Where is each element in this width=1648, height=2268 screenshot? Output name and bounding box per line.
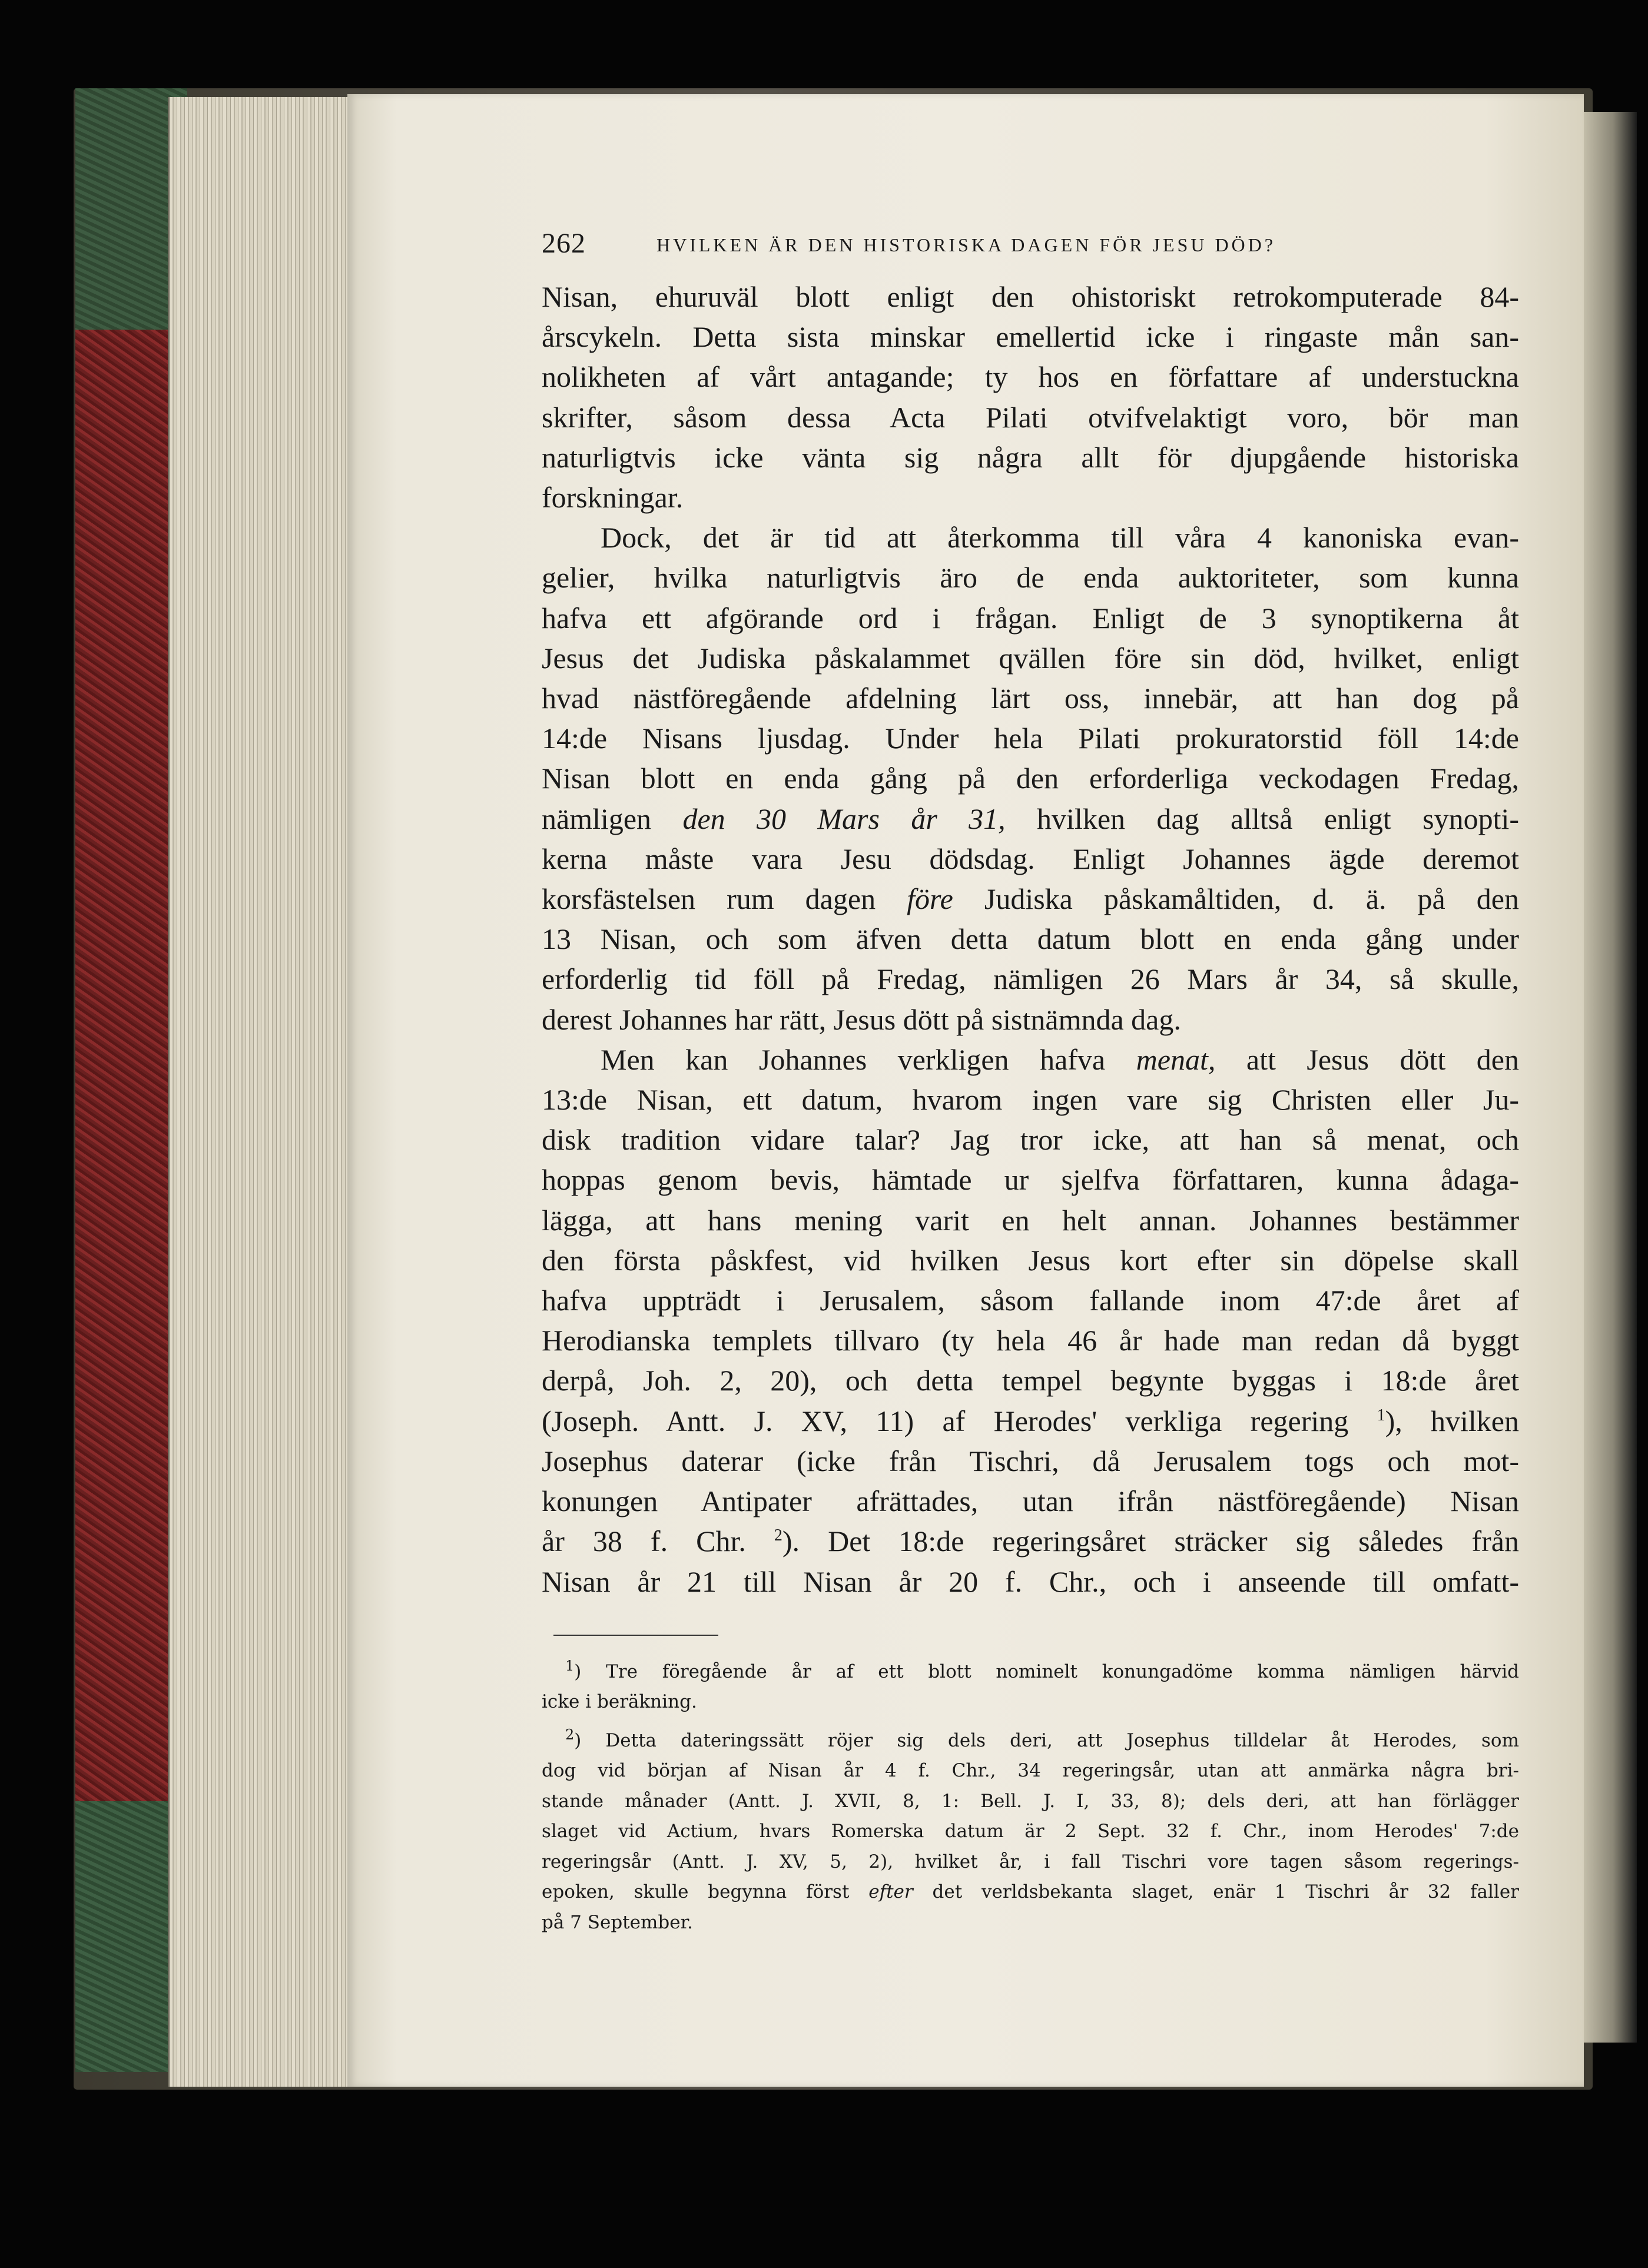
footnote-line (542, 1877, 1519, 1908)
text-line: Nisan, ehuruväl blott enligt den ohistoriskt retrokomputerade 84- (542, 280, 1519, 313)
text-line: Josephus daterar (icke från Tischri, då Jerusalem togs och mot- (542, 1444, 1519, 1477)
footnote-divider (553, 1635, 718, 1636)
text-line: hafva uppträdt i Jerusalem, såsom fallande inom 47:de året af (542, 1284, 1519, 1317)
text-line: Nisan blott en enda gång på den erforderliga veckodagen Fredag, (542, 762, 1519, 795)
text-line: 13 Nisan, och som äfven detta datum blott en enda gång under (542, 922, 1519, 956)
text-run: Judiska påskamåltiden, d. ä. på den (953, 882, 1519, 916)
text-run: epoken, skulle begynna först (542, 1881, 869, 1903)
page-stack-edges (168, 97, 364, 2087)
footnote-line: på 7 September. (542, 1911, 693, 1933)
text-line: Jesus det Judiska påskalammet qvällen före sin död, hvilket, enligt (542, 641, 1519, 675)
footnote-line: regeringsår (Antt. J. XV, 5, 2), hvilket år, i fall Tischri vore tagen såsom regerings- (542, 1851, 1519, 1872)
italic-word: före (907, 882, 953, 916)
footnote-ref[interactable]: 2 (774, 1526, 782, 1545)
text-line: hafva ett afgörande ord i frågan. Enligt de 3 synoptikerna åt (542, 601, 1519, 635)
footnote-line: icke i beräkning. (542, 1691, 697, 1713)
text-line: hvad nästföregående afdelning lärt oss, innebär, att han dog på (542, 682, 1519, 715)
text-line (542, 1401, 1519, 1441)
text-line: 14:de Nisans ljusdag. Under hela Pilati prokuratorstid föll 14:de (542, 722, 1519, 755)
italic-date: den 30 Mars år 31, (682, 802, 1006, 835)
text-line: årscykeln. Detta sista minskar emellertid icke i ringaste mån san- (542, 320, 1519, 354)
text-line: Herodianska templets tillvaro (ty hela 46 år hade man redan då byggt (542, 1324, 1519, 1357)
text-run: (Joseph. Antt. J. XV, 11) af Herodes' verkliga regering (542, 1404, 1377, 1437)
text-line: Nisan år 21 till Nisan år 20 f. Chr., och i anseende till omfatt- (542, 1565, 1519, 1598)
text-line: gelier, hvilka naturligtvis äro de enda auktoriteter, som kunna (542, 561, 1519, 595)
footnote-marker: 2 (565, 1726, 575, 1743)
italic-word: efter (868, 1881, 913, 1903)
text-line: derpå, Joh. 2, 20), och detta tempel begynte byggas i 18:de året (542, 1364, 1519, 1397)
text-run: år 38 f. Chr. (542, 1525, 774, 1558)
text-line: konungen Antipater afrättades, utan ifrån nästföregående) Nisan (542, 1485, 1519, 1518)
text-line: Dock, det är tid att återkomma till våra 4 kanoniska evan- (601, 521, 1519, 554)
text-line (542, 1040, 1519, 1080)
text-line: hoppas genom bevis, hämtade ur sjelfva författaren, kunna ådaga- (542, 1163, 1519, 1197)
facing-page-edge (1578, 112, 1637, 2043)
text-line (542, 879, 1519, 919)
text-run: Men kan Johannes verkligen hafva (601, 1042, 1136, 1076)
text-run: det verldsbekanta slaget, enär 1 Tischri år 32 faller (913, 1881, 1519, 1903)
text-line: kerna måste vara Jesu dödsdag. Enligt Johannes ägde deremot (542, 842, 1519, 875)
text-line: disk tradition vidare talar? Jag tror icke, att han så menat, och (542, 1123, 1519, 1157)
footnote-line (542, 1726, 1519, 1756)
footnote-line: slaget vid Actium, hvars Romerska datum är 2 Sept. 32 f. Chr., inom Herodes' 7:de (542, 1821, 1519, 1842)
text-run: ) Tre föregående år af ett blott nominelt konungadöme komma nämligen härvid (574, 1661, 1519, 1682)
footnote-marker: 1 (565, 1657, 575, 1674)
text-run: hvilken dag alltså enligt synopti- (1005, 802, 1519, 835)
text-line: lägga, att hans mening varit en helt annan. Johannes bestämmer (542, 1203, 1519, 1237)
text-line: den första påskfest, vid hvilken Jesus kort efter sin döpelse skall (542, 1243, 1519, 1277)
running-title: HVILKEN ÄR DEN HISTORISKA DAGEN FÖR JESU DÖD? (656, 234, 1276, 255)
page-content (542, 224, 1519, 1938)
page-number: 262 (542, 228, 586, 259)
text-run: ) Detta dateringssätt röjer sig dels deri, att Josephus tilldelar åt Herodes, som (574, 1729, 1519, 1751)
text-run: ). Det 18:de regeringsåret sträcker sig således från (782, 1525, 1520, 1558)
text-run: ), hvilken (1385, 1404, 1519, 1437)
footnote-line: dog vid början af Nisan år 4 f. Chr., 34 regeringsår, utan att anmärka några bri- (542, 1760, 1519, 1782)
text-line: nolikheten af vårt antagande; ty hos en författare af understuckna (542, 360, 1519, 394)
text-line: forskningar. (542, 481, 684, 514)
text-run: att Jesus dött den (1215, 1042, 1519, 1076)
text-line: erforderlig tid föll på Fredag, nämligen 26 Mars år 34, så skulle, (542, 962, 1519, 996)
text-line: derest Johannes har rätt, Jesus dött på sistnämnda dag. (542, 1002, 1181, 1036)
footnote-ref[interactable]: 1 (1377, 1406, 1385, 1424)
text-line (542, 799, 1519, 839)
running-head (542, 224, 1519, 277)
text-run: nämligen (542, 802, 683, 835)
italic-word: menat, (1136, 1042, 1216, 1076)
text-line: skrifter, såsom dessa Acta Pilati otvifvelaktigt voro, bör man (542, 400, 1519, 434)
cover-leather-spine (75, 330, 181, 1801)
text-line (542, 1521, 1519, 1561)
footnote-line (542, 1657, 1519, 1688)
text-run: korsfästelsen rum dagen (542, 882, 907, 916)
body-text (542, 277, 1519, 1602)
footnotes (542, 1657, 1519, 1938)
footnote-line: stande månader (Antt. J. XVII, 8, 1: Bell. J. I, 33, 8); dels deri, att han förlägger (542, 1790, 1519, 1812)
text-line: 13:de Nisan, ett datum, hvarom ingen vare sig Christen eller Ju- (542, 1083, 1519, 1117)
text-line: naturligtvis icke vänta sig några allt för djupgående historiska (542, 440, 1519, 474)
